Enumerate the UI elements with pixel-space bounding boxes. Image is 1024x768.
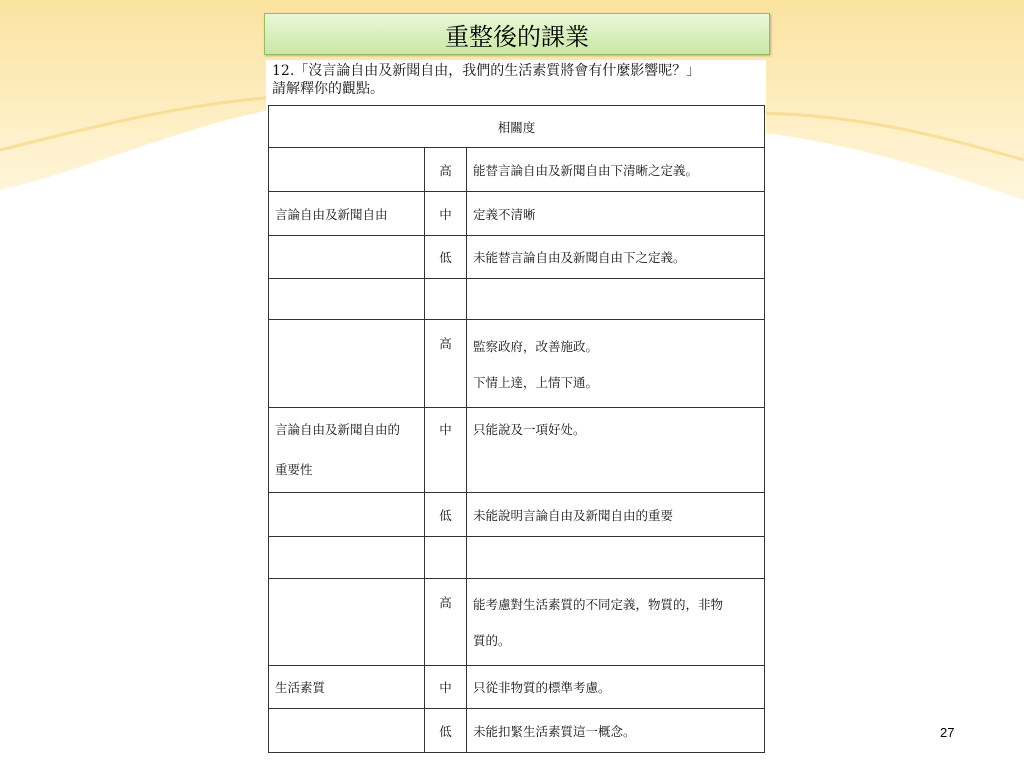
- criterion-cell: [269, 236, 425, 279]
- description-line: 能考慮對生活素質的不同定義，物質的，非物: [473, 597, 724, 612]
- description-cell: [467, 579, 765, 666]
- slide-page-number: 27: [940, 725, 955, 740]
- criterion-line: 重要性: [275, 462, 313, 477]
- criterion-cell: [269, 320, 425, 408]
- slide-title: 重整後的課業: [264, 13, 770, 55]
- table-row: [269, 106, 765, 148]
- criterion-cell: [269, 709, 425, 753]
- level-cell: 低: [425, 493, 467, 537]
- question-text: [272, 62, 792, 98]
- level-cell: 高: [425, 579, 467, 666]
- criterion-line: 言論自由及新聞自由的: [275, 422, 401, 437]
- description-line: 質的。: [473, 633, 511, 648]
- table-row: [269, 408, 765, 493]
- level-cell: 高: [425, 320, 467, 408]
- rubric-header: 相關度: [269, 106, 765, 148]
- table-row: [269, 148, 765, 192]
- table-row: [269, 666, 765, 709]
- level-cell: 高: [425, 148, 467, 192]
- criterion-cell: 言論自由及新聞自由: [269, 192, 425, 236]
- description-cell: 未能扣緊生活素質這一概念。: [467, 709, 765, 753]
- table-row: [269, 320, 765, 408]
- level-cell: 中: [425, 192, 467, 236]
- table-row: [269, 236, 765, 279]
- description-cell: 未能說明言論自由及新聞自由的重要: [467, 493, 765, 537]
- level-cell: 低: [425, 236, 467, 279]
- table-row: [269, 192, 765, 236]
- criterion-cell: [269, 408, 425, 493]
- criterion-cell: [269, 579, 425, 666]
- criterion-cell: [269, 493, 425, 537]
- level-cell: 低: [425, 709, 467, 753]
- table-row-spacer: [269, 537, 765, 579]
- description-cell: 只能說及一項好处。: [467, 408, 765, 493]
- scanned-worksheet: [266, 60, 766, 757]
- table-row-spacer: [269, 279, 765, 320]
- table-row: [269, 493, 765, 537]
- level-cell: 中: [425, 408, 467, 493]
- description-line: 下情上達，上情下通。: [473, 374, 599, 390]
- description-cell: [467, 320, 765, 408]
- criterion-cell: [269, 148, 425, 192]
- question-line-2: 請解釋你的觀點。: [272, 81, 384, 97]
- description-cell: 能替言論自由及新聞自由下清晰之定義。: [467, 148, 765, 192]
- question-line-1: 12.「沒言論自由及新聞自由，我們的生活素質將會有什麼影響呢？」: [272, 63, 701, 79]
- level-cell: 中: [425, 666, 467, 709]
- description-line: 監察政府，改善施政。: [473, 338, 599, 354]
- description-cell: 未能替言論自由及新聞自由下之定義。: [467, 236, 765, 279]
- rubric-table: [268, 105, 765, 753]
- criterion-cell: 生活素質: [269, 666, 425, 709]
- table-row: [269, 579, 765, 666]
- description-cell: 定義不清晰: [467, 192, 765, 236]
- description-cell: 只從非物質的標準考慮。: [467, 666, 765, 709]
- table-row: [269, 709, 765, 753]
